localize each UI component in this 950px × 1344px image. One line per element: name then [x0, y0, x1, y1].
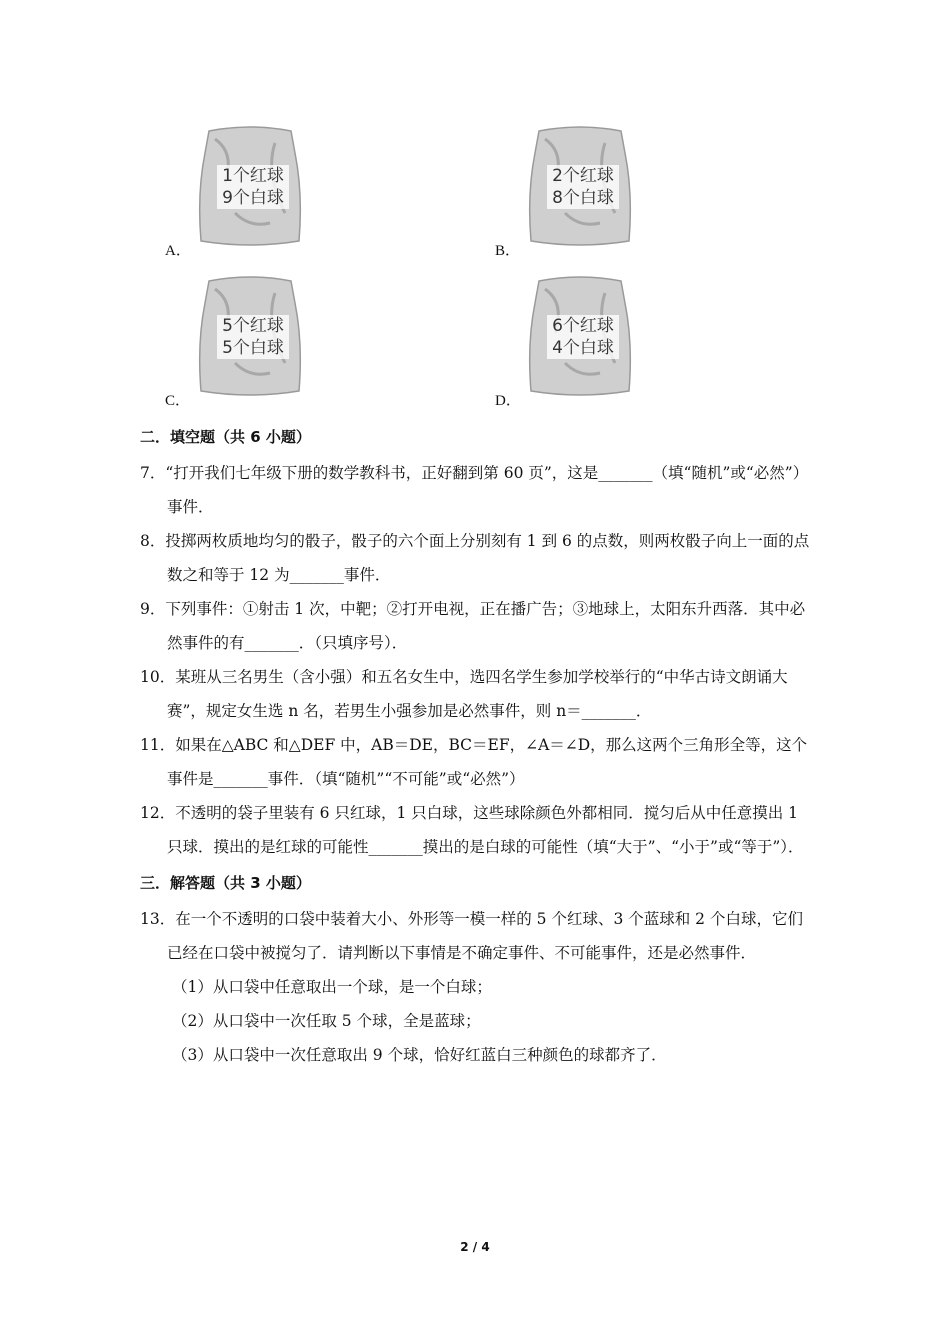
option-d[interactable]	[495, 268, 795, 418]
question-7: 7．“打开我们七年级下册的数学教科书，正好翻到第 60 页”，这是_______（填“随机”或“必然”）事件．	[140, 464, 809, 516]
question-10: 10．某班从三名男生（含小强）和五名女生中，选四名学生参加学校举行的“中华古诗文朗诵大赛”，规定女生选 n 名，若男生小强参加是必然事件，则 n＝_______．	[140, 668, 788, 720]
bag-image	[525, 273, 635, 399]
option-c[interactable]	[165, 268, 465, 418]
question-13: 13．在一个不透明的口袋中装着大小、外形等一模一样的 5 个红球、3 个蓝球和 2 个白球，它们已经在口袋中被搅匀了．请判断以下事情是不确定事件、不可能事件，还是必然事件．	[140, 910, 803, 962]
section-answer-title: 三．解答题（共 3 小题）	[140, 874, 311, 892]
answer-options	[0, 0, 950, 420]
bag-label: 1个红球 9个白球	[217, 165, 289, 209]
bag-image	[195, 123, 305, 249]
question-content	[140, 418, 812, 1072]
question-9: 9．下列事件：①射击 1 次，中靶；②打开电视，正在播广告；③地球上，太阳东升西落．其中必然事件的有_______．（只填序号）．	[140, 600, 806, 652]
bag-label: 6个红球 4个白球	[547, 315, 619, 359]
question-13-part-1: （1）从口袋中任意取出一个球，是一个白球；	[172, 978, 492, 996]
bag-image	[195, 273, 305, 399]
question-13-part-3: （3）从口袋中一次任意取出 9 个球，恰好红蓝白三种颜色的球都齐了．	[172, 1046, 667, 1064]
section-fill-blank-title: 二．填空题（共 6 小题）	[140, 428, 311, 446]
bag-label: 2个红球 8个白球	[547, 165, 619, 209]
page-number: 2 / 4	[460, 1240, 490, 1254]
option-b[interactable]	[495, 118, 795, 268]
option-a[interactable]	[165, 118, 465, 268]
option-letter: A．	[165, 243, 191, 259]
option-letter: B．	[495, 243, 521, 259]
option-letter: D．	[495, 393, 521, 409]
bag-label: 5个红球 5个白球	[217, 315, 289, 359]
question-13-part-2: （2）从口袋中一次任取 5 个球，全是蓝球；	[172, 1012, 481, 1030]
question-8: 8．投掷两枚质地均匀的骰子，骰子的六个面上分别刻有 1 到 6 的点数，则两枚骰子向上一面的点数之和等于 12 为_______事件．	[140, 532, 810, 584]
bag-image	[525, 123, 635, 249]
question-12: 12．不透明的袋子里装有 6 只红球，1 只白球，这些球除颜色外都相同．搅匀后从中任意摸出 1 只球．摸出的是红球的可能性_______摸出的是白球的可能性（填“大于”、“小于”或“等于”）．	[140, 804, 804, 856]
option-letter: C．	[165, 393, 191, 409]
question-11: 11．如果在△ABC 和△DEF 中，AB＝DE，BC＝EF，∠A＝∠D，那么这两个三角形全等，这个事件是_______事件．（填“随机”“不可能”或“必然”）	[140, 736, 808, 788]
